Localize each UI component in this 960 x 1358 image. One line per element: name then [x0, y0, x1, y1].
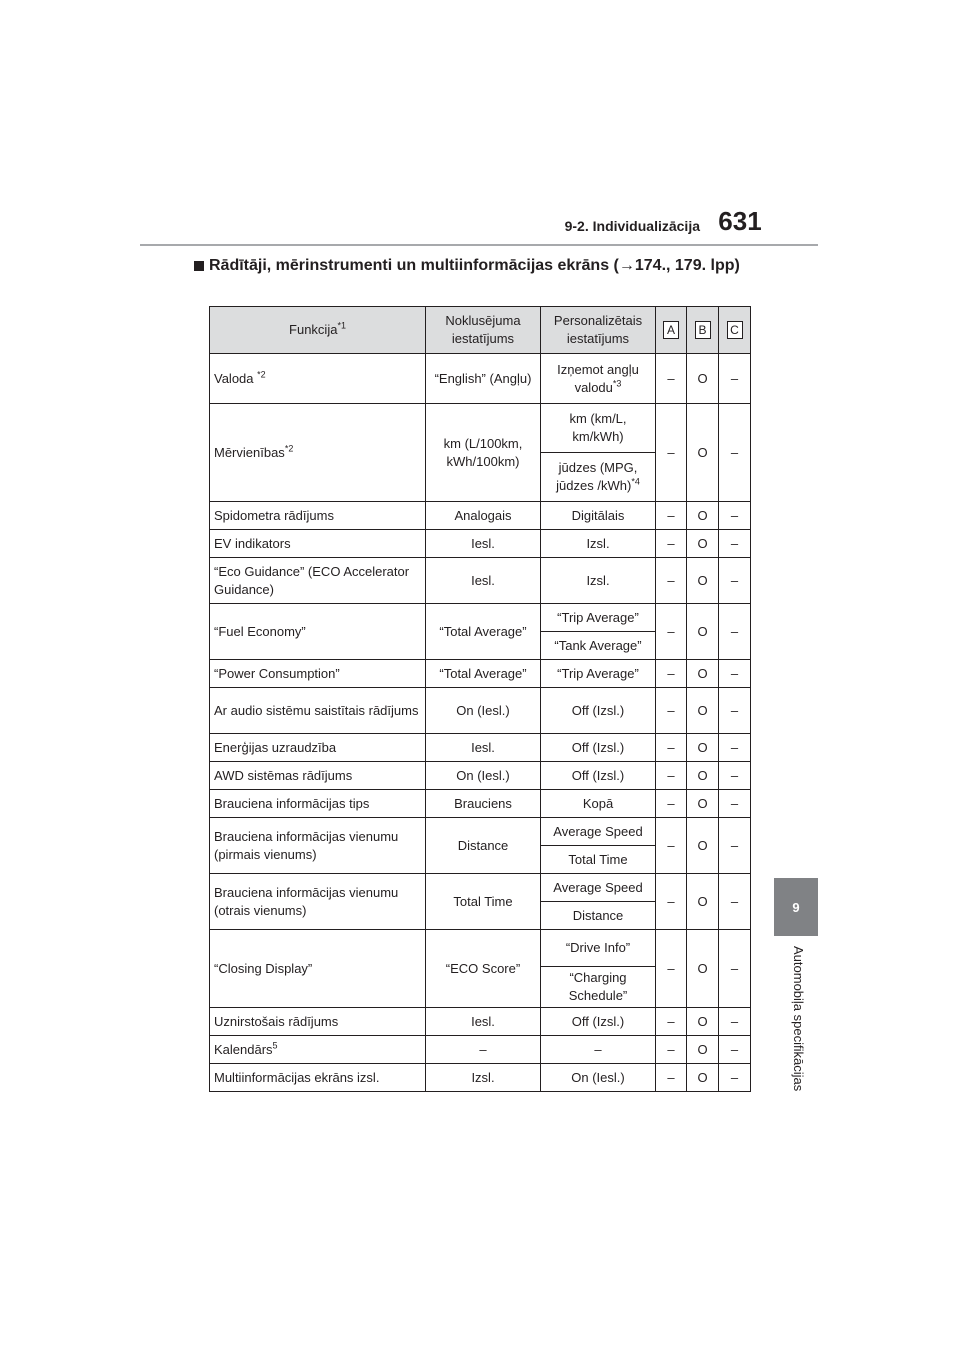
cell-c: –: [719, 558, 751, 604]
cell-function: [210, 734, 426, 762]
cell-b: O: [687, 734, 719, 762]
custom-text: km (km/L, km/kWh): [569, 411, 627, 444]
footnote-ref: *2: [284, 443, 294, 454]
cell-b: O: [687, 502, 719, 530]
col-header-default: Noklusējuma iestatījums: [426, 307, 541, 354]
cell-default: On (Iesl.): [426, 762, 541, 790]
cell-b: O: [687, 818, 719, 874]
cell-default: “ECO Score”: [426, 930, 541, 1008]
cell-function: [210, 502, 426, 530]
chapter-tab: [774, 878, 818, 936]
cell-function: [210, 1064, 426, 1092]
table-row: [210, 930, 751, 967]
cell-default: Iesl.: [426, 530, 541, 558]
cell-custom: [541, 354, 656, 404]
cell-function: [210, 1036, 426, 1064]
function-text: Multiinformācijas ekrāns izsl.: [214, 1069, 380, 1085]
cell-default: “Total Average”: [426, 604, 541, 660]
custom-text: Average Speed: [553, 823, 643, 839]
custom-alt-text: “Tank Average”: [554, 637, 642, 653]
cell-c: –: [719, 530, 751, 558]
cell-a: –: [656, 660, 687, 688]
table-row: [210, 874, 751, 902]
col-header-function: Funkcija$^{*1}$: [210, 307, 426, 354]
cell-function: [210, 604, 426, 660]
cell-default: Iesl.: [426, 558, 541, 604]
cell-a: –: [656, 404, 687, 502]
cell-custom-alt: [541, 453, 656, 502]
cell-custom: [541, 734, 656, 762]
cell-b: O: [687, 874, 719, 930]
cell-default: “Total Average”: [426, 660, 541, 688]
custom-text: –: [594, 1041, 602, 1057]
cell-custom: [541, 1036, 656, 1064]
cell-custom: [541, 558, 656, 604]
section-heading-text: Rādītāji, mērinstrumenti un multiinformācijas ekrāns (→174., 179. lpp): [209, 257, 740, 274]
function-text: EV indikators: [214, 535, 291, 551]
cell-c: –: [719, 790, 751, 818]
cell-a: –: [656, 1036, 687, 1064]
col-header-a: [656, 307, 687, 354]
custom-text: Digitālais: [571, 507, 625, 523]
function-text: “Fuel Economy”: [214, 623, 306, 639]
cell-function: [210, 930, 426, 1008]
cell-b: O: [687, 530, 719, 558]
custom-text: “Drive Info”: [565, 940, 631, 955]
cell-default: Izsl.: [426, 1064, 541, 1092]
function-text: AWD sistēmas rādījums: [214, 767, 353, 783]
function-text: Spidometra rādījums: [214, 507, 334, 523]
cell-c: –: [719, 874, 751, 930]
cell-function: [210, 874, 426, 930]
cell-custom: [541, 604, 656, 632]
cell-default: Iesl.: [426, 734, 541, 762]
cell-function: [210, 1008, 426, 1036]
table-row: [210, 1064, 751, 1092]
cell-c: –: [719, 762, 751, 790]
cell-a: –: [656, 604, 687, 660]
custom-text: Izsl.: [586, 535, 610, 551]
letter-c-box: C: [727, 321, 743, 339]
function-text: Ar audio sistēmu saistītais rādījums: [214, 702, 419, 718]
cell-c: –: [719, 354, 751, 404]
section-title: 9-2. Individualizācija: [564, 218, 700, 234]
function-text: Brauciena informācijas vienumu (otrais vienums): [214, 884, 399, 918]
cell-custom: [541, 1008, 656, 1036]
custom-alt-text: jūdzes (MPG, jūdzes /kWh): [556, 460, 638, 493]
function-text: Brauciena informācijas vienumu (pirmais vienums): [214, 828, 399, 862]
cell-c: –: [719, 1008, 751, 1036]
custom-text: “Trip Average”: [557, 609, 639, 625]
cell-a: –: [656, 734, 687, 762]
cell-custom-alt: [541, 902, 656, 930]
cell-c: –: [719, 930, 751, 1008]
cell-default: Distance: [426, 818, 541, 874]
custom-text: Izņemot angļu valodu: [557, 361, 639, 395]
cell-c: –: [719, 688, 751, 734]
cell-a: –: [656, 874, 687, 930]
cell-custom: [541, 660, 656, 688]
cell-default: On (Iesl.): [426, 688, 541, 734]
cell-b: O: [687, 558, 719, 604]
header-divider: [140, 244, 818, 246]
col-header-c: [719, 307, 751, 354]
chapter-number: 9: [792, 899, 800, 915]
cell-a: –: [656, 530, 687, 558]
cell-c: –: [719, 604, 751, 660]
cell-a: –: [656, 558, 687, 604]
cell-default: Brauciens: [426, 790, 541, 818]
chapter-title: Automobiļa specifikācijas: [791, 946, 806, 1092]
cell-function: [210, 354, 426, 404]
function-text: “Closing Display”: [214, 960, 313, 976]
cell-a: –: [656, 354, 687, 404]
custom-text: Izsl.: [586, 572, 610, 588]
cell-custom-alt: [541, 967, 656, 1008]
cell-custom-alt: [541, 632, 656, 660]
cell-default: Iesl.: [426, 1008, 541, 1036]
custom-alt-text: “Charging Schedule”: [568, 970, 628, 1003]
cell-b: O: [687, 1008, 719, 1036]
page-number: 631: [718, 206, 762, 236]
cell-function: [210, 818, 426, 874]
footnote-ref: *3: [612, 378, 622, 389]
cell-custom: [541, 790, 656, 818]
cell-b: O: [687, 688, 719, 734]
table-row: [210, 502, 751, 530]
function-text: “Eco Guidance” (ECO Accelerator Guidance): [214, 563, 410, 597]
square-bullet-icon: [194, 261, 204, 271]
table-row: [210, 1036, 751, 1064]
cell-a: –: [656, 790, 687, 818]
settings-table: [209, 306, 751, 1092]
col-header-custom: Personalizētais iestatījums: [541, 307, 656, 354]
table-row: [210, 818, 751, 846]
function-text: Mērvienības: [214, 444, 285, 460]
custom-text: “Trip Average”: [557, 665, 639, 681]
col-header-b: [687, 307, 719, 354]
custom-alt-text: Total Time: [568, 851, 628, 867]
letter-a-box: A: [663, 321, 679, 339]
custom-text: Off (Izsl.): [571, 1013, 625, 1029]
table-header-row: [210, 307, 751, 354]
table-row: [210, 530, 751, 558]
cell-custom: [541, 1064, 656, 1092]
cell-a: –: [656, 688, 687, 734]
cell-c: –: [719, 818, 751, 874]
table-row: [210, 354, 751, 404]
cell-c: –: [719, 660, 751, 688]
cell-default: Total Time: [426, 874, 541, 930]
cell-default: –: [426, 1036, 541, 1064]
cell-a: –: [656, 818, 687, 874]
cell-custom: [541, 530, 656, 558]
cell-a: –: [656, 1008, 687, 1036]
footnote-ref: *4: [631, 476, 640, 487]
cell-custom: [541, 688, 656, 734]
custom-text: On (Iesl.): [571, 1069, 625, 1085]
function-text: Valoda: [214, 370, 258, 386]
custom-text: Kopā: [582, 795, 614, 811]
custom-text: Off (Izsl.): [571, 702, 625, 718]
cell-function: [210, 660, 426, 688]
table-row: [210, 404, 751, 453]
cell-custom-alt: [541, 846, 656, 874]
cell-custom: [541, 874, 656, 902]
footnote-ref: *2: [257, 369, 266, 380]
cell-default: km (L/100km, kWh/100km): [426, 404, 541, 502]
letter-b-box: B: [695, 321, 711, 339]
table-row: [210, 688, 751, 734]
cell-c: –: [719, 404, 751, 502]
table-row: [210, 558, 751, 604]
function-text: Uznirstošais rādījums: [214, 1013, 339, 1029]
cell-b: O: [687, 790, 719, 818]
cell-custom: [541, 762, 656, 790]
cell-function: [210, 762, 426, 790]
function-text: Kalendārs: [214, 1041, 273, 1057]
section-heading: [209, 253, 759, 278]
cell-custom: [541, 404, 656, 453]
cell-a: –: [656, 930, 687, 1008]
custom-text: Off (Izsl.): [571, 767, 625, 783]
table-row: [210, 790, 751, 818]
cell-b: O: [687, 1036, 719, 1064]
cell-c: –: [719, 1064, 751, 1092]
function-text: “Power Consumption”: [214, 665, 340, 681]
cell-default: Analogais: [426, 502, 541, 530]
cell-a: –: [656, 1064, 687, 1092]
cell-function: [210, 688, 426, 734]
cell-c: –: [719, 734, 751, 762]
table-row: [210, 604, 751, 632]
cell-default: “English” (Angļu): [426, 354, 541, 404]
cell-function: [210, 404, 426, 502]
cell-a: –: [656, 502, 687, 530]
cell-c: –: [719, 502, 751, 530]
cell-b: O: [687, 354, 719, 404]
table-row: [210, 734, 751, 762]
cell-a: –: [656, 762, 687, 790]
custom-alt-text: Distance: [572, 907, 624, 923]
cell-b: O: [687, 1064, 719, 1092]
cell-custom: [541, 818, 656, 846]
table-row: [210, 762, 751, 790]
cell-c: –: [719, 1036, 751, 1064]
footnote-ref: 5: [272, 1040, 278, 1051]
cell-b: O: [687, 404, 719, 502]
cell-b: O: [687, 762, 719, 790]
cell-custom: [541, 930, 656, 967]
cell-b: O: [687, 604, 719, 660]
table-row: [210, 1008, 751, 1036]
custom-text: Off (Izsl.): [571, 739, 625, 755]
cell-function: [210, 558, 426, 604]
cell-b: O: [687, 930, 719, 1008]
cell-function: [210, 790, 426, 818]
cell-b: O: [687, 660, 719, 688]
table-row: [210, 660, 751, 688]
function-text: Brauciena informācijas tips: [214, 795, 370, 811]
function-text: Enerģijas uzraudzība: [214, 739, 337, 755]
cell-function: [210, 530, 426, 558]
cell-custom: [541, 502, 656, 530]
custom-text: Average Speed: [553, 879, 643, 895]
